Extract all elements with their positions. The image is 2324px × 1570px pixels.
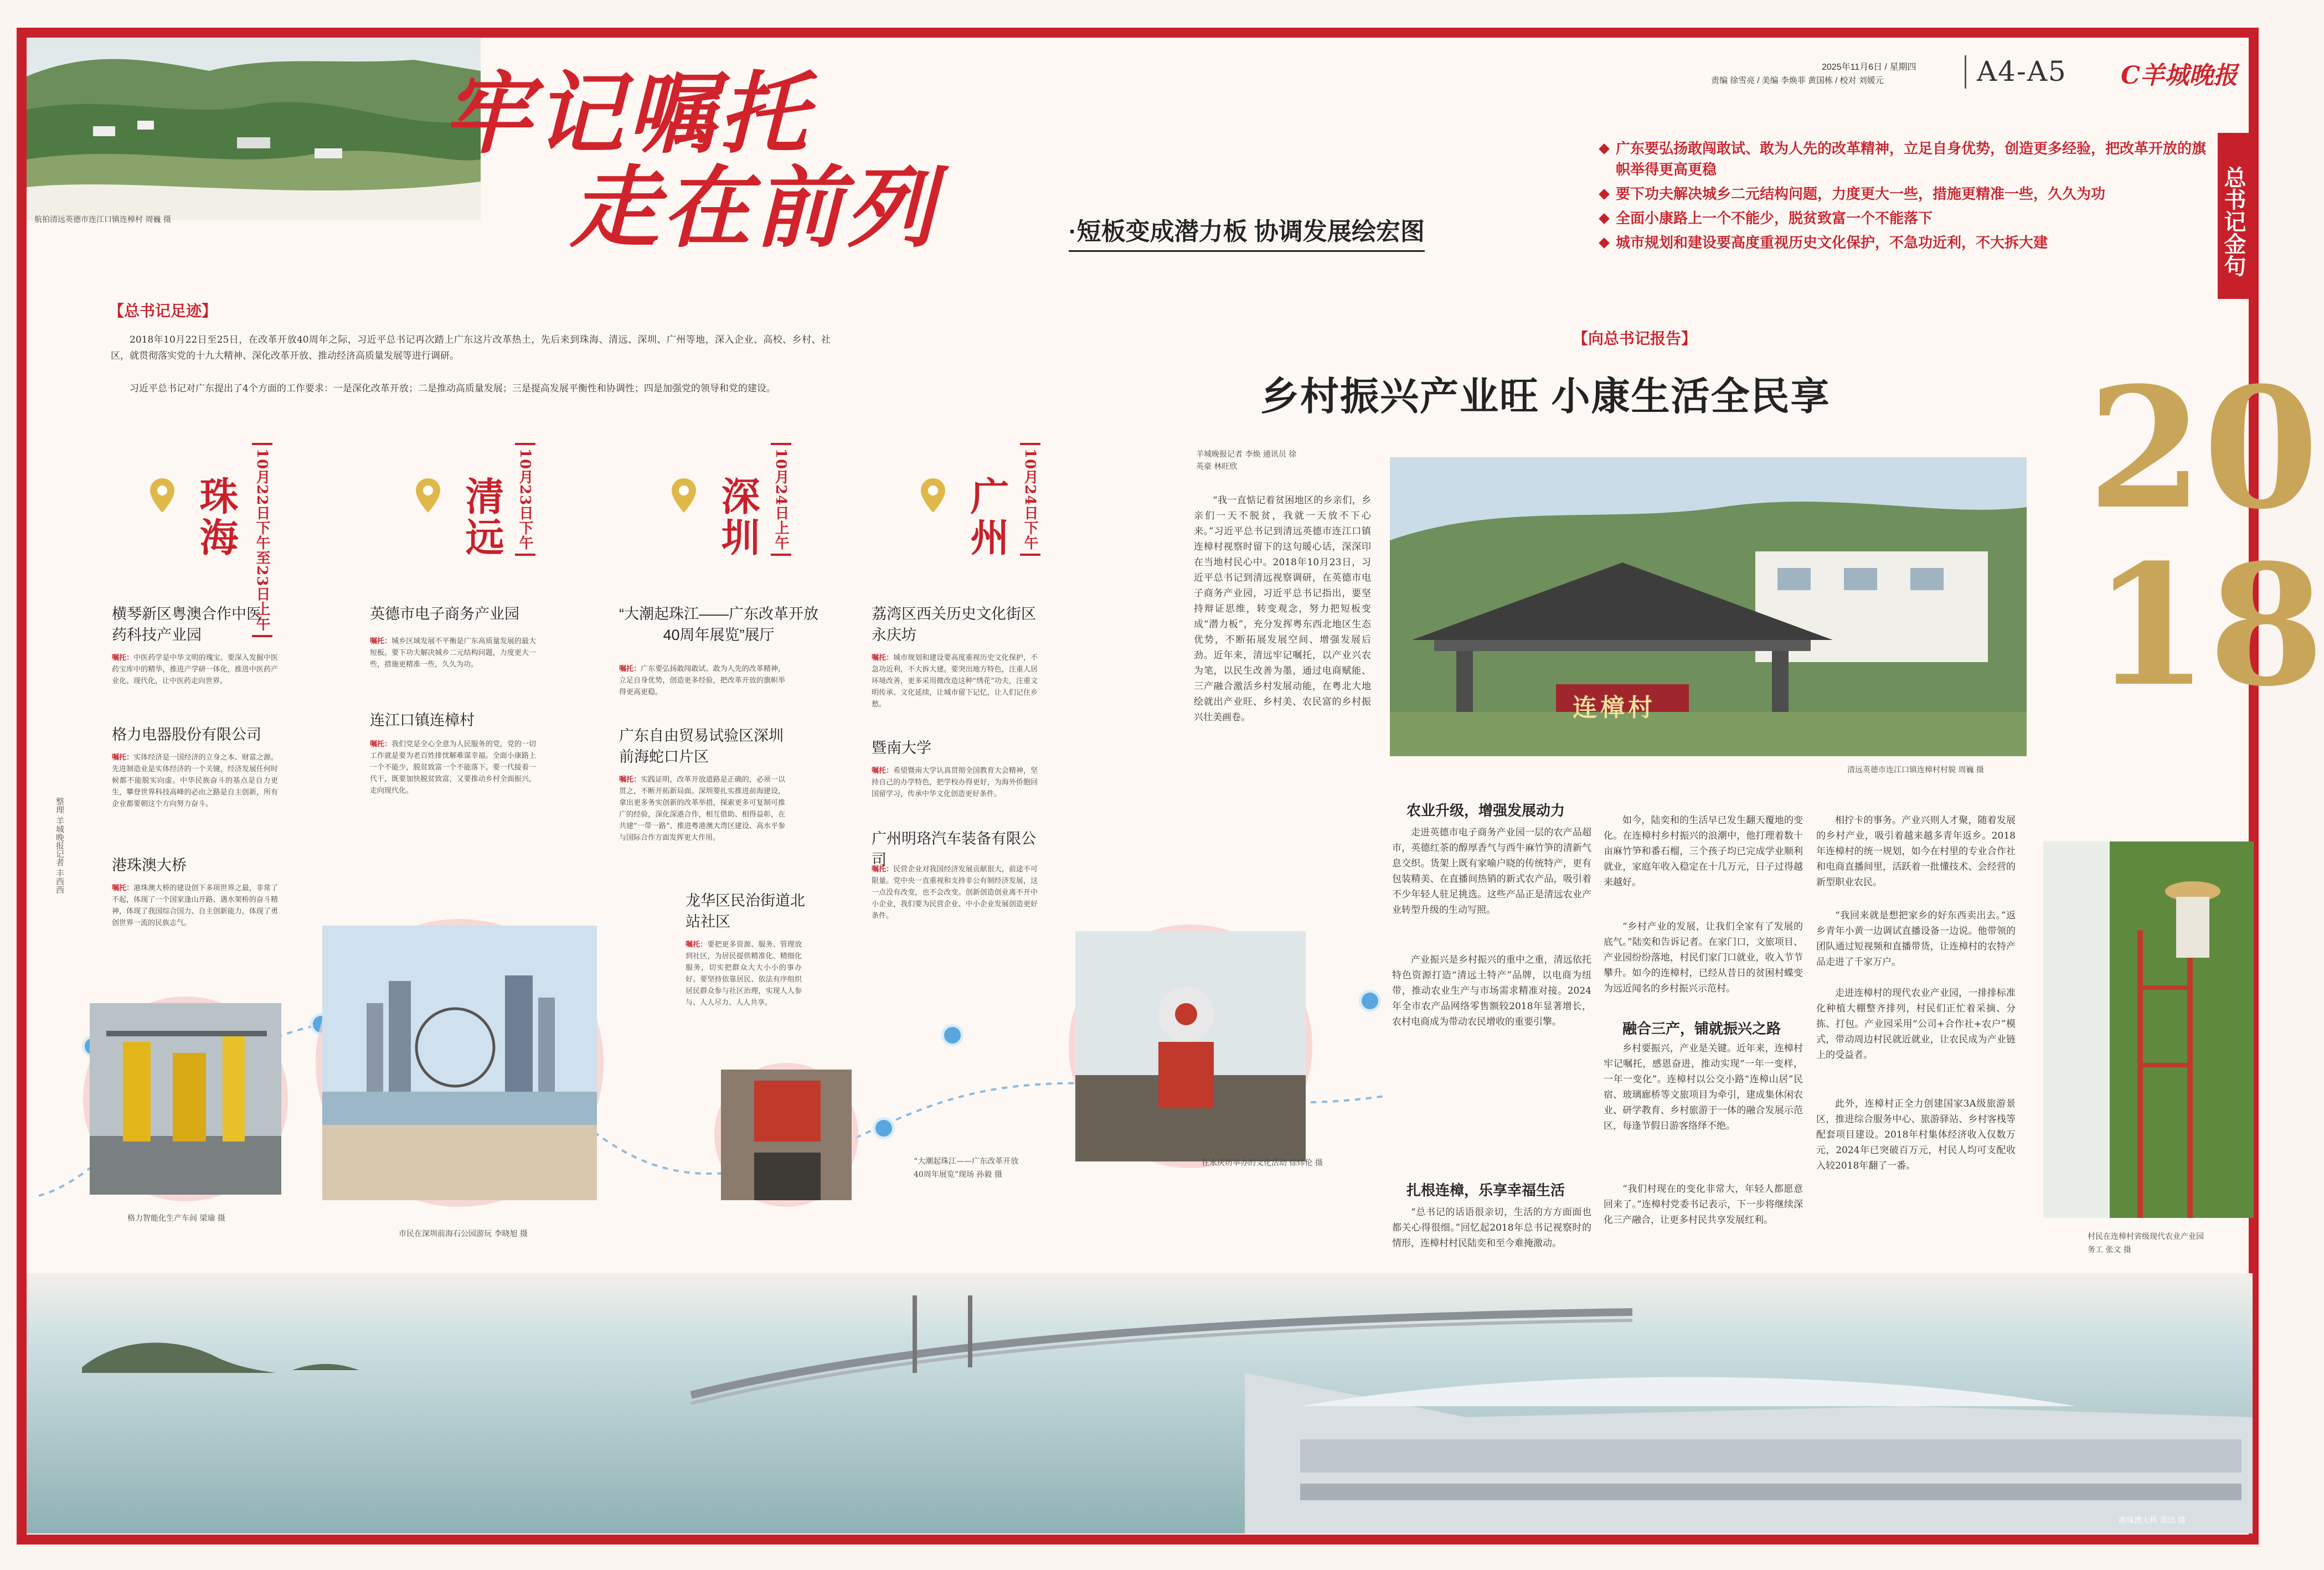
year-bottom: 18 — [2093, 528, 2324, 723]
spot-text — [619, 774, 785, 844]
instruction-text: 城乡区域发展不平衡是广东高质量发展的最大短板。要下功夫解决城乡二元结构问题，力度更大一些，措施更精准一些，久久为功。 — [370, 637, 536, 669]
bridge-panorama — [27, 1273, 2253, 1533]
spot-title: 暨南大学 — [872, 740, 931, 756]
instruction-label: 嘱托： — [872, 767, 894, 775]
spot-title: 广东自由贸易试验区深圳前海蛇口片区 — [619, 727, 784, 765]
instruction-text: 中医药学是中华文明的瑰宝。要深入发掘中医药宝库中的精华，推进产学研一体化，推进中医药产业化、现代化，让中医药走向世界。 — [112, 654, 278, 685]
diamond-icon — [1599, 213, 1610, 224]
report-column: “总书记的话语很亲切，生活的方方面面也都关心得很细。”回忆起2018年总书记视察时的情形，连樟村村民陆奕和至今难掩激动。 — [1392, 1207, 1591, 1249]
spot-title: 英德市电子商务产业园 — [370, 606, 519, 622]
main-title — [443, 61, 1052, 260]
report-column: 乡村要振兴，产业是关键。近年来，连樟村牢记嘱托，感恩奋进，推动实现“一年一变样，一年一变化”。连樟村以公交小路“连樟山居”民宿、玻璃廊桥等文旅项目为牵引，建成集休闲农业、研学教育、乡村旅游于一体的融合发展示范区，每逢节假日游客络绎不绝。 — [1604, 1043, 1803, 1132]
spot-text — [112, 652, 278, 687]
page-numbers: A4-A5 — [1977, 55, 2067, 87]
footprints-intro-2: 习近平总书记对广东提出了4个方面的工作要求：一是深化改革开放；二是推动高质量发展；三是提高发展平衡性和协调性；四是加强党的领导和党的建设。 — [130, 383, 776, 394]
spot-text — [872, 765, 1038, 800]
instruction-text: 要把更多资源、服务、管理放到社区，为居民提供精准化、精细化服务，切实把群众大大小小的事办好。要坚持依靠居民、依法有序组织居民群众参与社区治理，实现人人参与、人人尽力、人人共享。 — [686, 941, 802, 1007]
section-heading: 融合三产，铺就振兴之路 — [1622, 1020, 1781, 1037]
beach-photo-caption: 市民在深圳前海石公园游玩 李晓旭 摄 — [399, 1230, 528, 1238]
instruction-label: 嘱托： — [619, 665, 641, 673]
report-byline: 羊城晚报记者 李焕 通讯员 徐英豪 林旺欣 — [1196, 450, 1297, 471]
factory-photo-caption: 格力智能化生产车间 梁瑜 摄 — [127, 1214, 225, 1223]
diamond-icon — [1599, 237, 1610, 249]
report-column: “我们村现在的变化非常大，年轻人都愿意回来了。”连樟村党委书记表示，下一步将继续深化三产融合，让更多村民共享发展红利。 — [1604, 1184, 1803, 1226]
instruction-label: 嘱托： — [112, 884, 134, 892]
instruction-label: 嘱托： — [872, 654, 894, 662]
quote-text: 广东要弘扬敢闯敢试、敢为人先的改革精神，立足自身优势，创造更多经验，把改革开放的旗帜举得更高更稳 — [1616, 141, 2207, 178]
quote-text: 要下功夫解决城乡二元结构问题，力度更大一些，措施更精准一些，久久为功 — [1616, 186, 2106, 203]
instruction-label: 嘱托： — [112, 753, 134, 762]
report-column: “我回来就是想把家乡的好东西卖出去。”返乡青年小黄一边调试直播设备一边说。他带领的团队通过短视频和直播带货，让连樟村的农特产品走进了千家万户。 — [1816, 910, 2016, 968]
top-photo-caption: 航拍清远英德市连江口镇连樟村 周巍 摄 — [34, 215, 171, 224]
quote-item — [1600, 233, 2209, 254]
instruction-text: 广东要弘扬敢闯敢试、敢为人先的改革精神，立足自身优势，创造更多经验，把改革开放的旗帜举得更高更稳。 — [619, 665, 785, 696]
location-pin-icon — [414, 477, 442, 514]
instruction-label: 嘱托： — [370, 637, 392, 645]
village-photo-caption: 清远英德市连江口镇连樟村村貌 周巍 摄 — [1847, 766, 1984, 774]
instruction-text: 实践证明，改革开放道路是正确的，必须一以贯之，不断开拓新局面。深圳要扎实推进前海建设，拿出更多务实创新的改革举措，探索更多可复制可推广的经验，深化深港合作，相互借助、相得益彰，在共建“一带一路”、推进粤港澳大湾区建设、高水平参与国际合作方面发挥更大作用。 — [619, 776, 785, 842]
location-pin-icon — [919, 477, 947, 514]
report-column: 走进英德市电子商务产业园一层的农产品超市，英德红茶的醇厚香气与西牛麻竹笋的清新气息交织。货架上既有家喻户晓的传统特产，更有包装精美、在直播间热销的新式农产品，吸引着不少年轻人驻足挑选。这些产品正是清远农业产业转型升级的生动写照。 — [1392, 827, 1591, 916]
museum-photo — [714, 1063, 858, 1207]
instruction-text: 民营企业对我国经济发展贡献很大，前途不可限量。党中央一直重视和支持非公有制经济发展，这一点没有改变，也不会改变。创新创造创业离不开中小企业，我们要为民营企业、中小企业发展创造更好条件。 — [872, 865, 1038, 920]
location-date-guangzhou: 10月24日下午 — [1020, 443, 1040, 556]
instruction-label: 嘱托： — [872, 865, 894, 874]
footprints-label: 【总书记足迹】 — [109, 302, 218, 320]
spot-text — [370, 738, 536, 797]
header-divider — [1965, 55, 1966, 89]
location-date-zhuhai: 10月22日下午至23日上午 — [252, 443, 272, 637]
spot-title: 港珠澳大桥 — [112, 857, 187, 874]
worker-photo — [2043, 841, 2254, 1218]
spot-text — [370, 636, 536, 670]
route-dot — [873, 1117, 895, 1139]
report-column: 此外，连樟村正全力创建国家3A级旅游景区，推进综合服务中心、旅游驿站、乡村客栈等配套项目建设。2018年村集体经济收入仅数万元，2024年已突破百万元，村民人均可支配收入较2018年翻了一番。 — [1816, 1098, 2016, 1171]
location-name-guangzhou: 广州 — [964, 476, 1010, 558]
paper-logo — [2121, 55, 2238, 91]
quote-item — [1600, 138, 2209, 180]
route-dot — [941, 1024, 963, 1046]
top-landscape-photo — [27, 38, 481, 220]
quote-text: 城市规划和建设要高度重视历史文化保护，不急功近利，不大拆大建 — [1616, 235, 2048, 251]
location-date-qingyuan: 10月23日下午 — [515, 443, 535, 556]
spot-title: 荔湾区西关历史文化街区永庆坊 — [872, 606, 1036, 643]
footprints-side-credit: 整理 羊城晚报记者 丰西西 — [55, 797, 65, 894]
instruction-label: 嘱托： — [619, 776, 641, 784]
spot-title: 广州明珞汽车装备有限公司 — [872, 830, 1036, 868]
spot-title: “大潮起珠江——广东改革开放40周年展览”展厅 — [619, 606, 818, 643]
title-line-2: 走在前列 — [570, 156, 939, 260]
location-pin-icon — [148, 477, 176, 514]
diamond-icon — [1599, 143, 1610, 154]
report-column: 产业振兴是乡村振兴的重中之重，清远依托特色资源打造“清远土特产”品牌，以电商为纽带，推动农业生产与市场需求精准对接。2024年全市农产品网络零售额较2018年显著增长，农村电商成为带动农民增收的重要引擎。 — [1392, 954, 1591, 1027]
paper-logo-name: 羊城晚报 — [2140, 61, 2238, 90]
quotes-side-label: 总书记金句 — [2218, 133, 2249, 299]
quote-item — [1600, 184, 2209, 205]
instruction-text: 实体经济是一国经济的立身之本、财富之源。先进制造业是实体经济的一个关键，经济发展任何时候都不能脱实向虚。中华民族奋斗的基点是自力更生，攀登世界科技高峰的必由之路是自主创新，所有企业都要朝这个方向努力奋斗。 — [112, 753, 278, 808]
route-dot — [1359, 990, 1381, 1012]
footprints-intro-1: 2018年10月22日至25日，在改革开放40周年之际，习近平总书记再次踏上广东这片改革热土，先后来到珠海、清远、深圳、广州等地，深入企业、高校、乡村、社区，就贯彻落实党的十九大精神、深化改革开放、推动经济高质量发展等进行调研。 — [111, 334, 831, 361]
location-pin-icon — [670, 477, 698, 514]
quote-item — [1600, 208, 2209, 229]
location-name-qingyuan: 清远 — [459, 476, 505, 558]
subtitle: ·短板变成潜力板 协调发展绘宏图 — [1069, 211, 1425, 252]
spot-title: 龙华区民治街道北站社区 — [686, 892, 805, 930]
title-line-1: 牢记嘱托 — [443, 61, 811, 166]
village-sign: 连樟村 — [1573, 694, 1656, 722]
spot-title: 连江口镇连樟村 — [370, 712, 475, 729]
year-top: 20 — [2088, 350, 2319, 546]
museum-photo-caption: “大潮起珠江——广东改革开放40周年展览”现场 孙毅 摄 — [914, 1157, 1019, 1179]
quotes-list — [1600, 138, 2209, 257]
diamond-icon — [1599, 189, 1610, 200]
spot-title: 格力电器股份有限公司 — [112, 726, 261, 743]
beach-photo — [316, 919, 604, 1207]
lion-dance-photo-caption: 在永庆坊举办的文化活动 徐炜伦 摄 — [1202, 1159, 1323, 1168]
quote-text: 全面小康路上一个不能少，脱贫致富一个不能落下 — [1616, 210, 1933, 227]
section-heading: 扎根连樟，乐享幸福生活 — [1406, 1182, 1565, 1199]
instruction-label: 嘱托： — [686, 941, 708, 949]
instruction-text: 我们党是全心全意为人民服务的党，党的一切工作就是要为老百姓排忧解难谋幸福。全面小康路上一个不能少，脱贫致富一个不能落下。要一代接着一代干，既要加快脱贫致富，又要推动乡村全面振兴，走向现代化。 — [370, 740, 536, 795]
location-name-shenzhen: 深圳 — [715, 476, 761, 558]
section-heading: 农业升级，增强发展动力 — [1406, 802, 1565, 819]
header-editors: 责编 徐雪亮 / 美编 李焕菲 黄国栋 / 校对 刘媛元 — [1711, 76, 1884, 85]
paper-logo-mark: C — [2121, 61, 2141, 90]
header-date: 2025年11月6日 / 星期四 — [1822, 63, 1916, 72]
spot-title: 横琴新区粤澳合作中医药科技产业园 — [112, 606, 261, 643]
report-column: 如今，陆奕和的生活早已发生翻天覆地的变化。在连樟村乡村振兴的浪潮中，他打理着数十亩麻竹笋和番石榴，三个孩子均已完成学业顺利就业，家庭年收入稳定在十几万元，日子过得越来越好。 — [1604, 815, 1803, 888]
instruction-label: 嘱托： — [370, 740, 392, 748]
bridge-photo-caption: 港珠澳大桥 郑迅 摄 — [2119, 1516, 2186, 1525]
worker-photo-caption: 村民在连樟村省级现代农业产业园务工 张文 摄 — [2088, 1232, 2204, 1254]
factory-photo — [83, 996, 288, 1201]
report-lead: “我一直惦记着贫困地区的乡亲们，乡亲们一天不脱贫，我就一天放不下心来。”习近平总书记到清远英德市连江口镇连樟村视察时留下的这句暖心话，深深印在当地村民心中。2018年10月23日，习近平总书记到清远视察调研，在英德市电子商务产业园，习近平总书记指出，要坚持辩证思维，转变观念，努力把短板变成“潜力板”，充分发挥粤东西北地区生态优势，不断拓展发展空间、增强发展后劲。近年来，清远牢记嘱托，以产业兴农为笔，以民生改善为墨，通过电商赋能、三产融合激活乡村发展动能，在粤北大地绘就出产业旺、乡村美、农民富的乡村振兴壮美画卷。 — [1194, 495, 1371, 723]
report-column: 相拧卡的事务。产业兴则人才聚，随着发展的乡村产业，吸引着越来越多青年返乡。2018年连樟村的统一规划，如今在村里的专业合作社和电商直播间里，活跃着一批懂技术、会经营的新型职业农民。 — [1816, 815, 2016, 888]
spot-text — [112, 752, 278, 810]
instruction-text: 城市规划和建设要高度重视历史文化保护，不急功近利，不大拆大建。要突出地方特色，注重人居环境改善，更多采用微改造这种“绣花”功夫，注重文明传承、文化延续，让城市留下记忆，让人们记住乡愁。 — [872, 654, 1038, 709]
spot-text — [619, 663, 785, 698]
lion-dance-photo — [1069, 925, 1312, 1168]
instruction-text: 港珠澳大桥的建设创下多项世界之最，非常了不起，体现了一个国家逢山开路、遇水架桥的奋斗精神，体现了我国综合国力、自主创新能力，体现了勇创世界一流的民族志气。 — [112, 884, 278, 927]
report-column: “乡村产业的发展，让我们全家有了发展的底气。”陆奕和告诉记者。在家门口，文旅项目、产业园纷纷落地，村民们家门口就业，收入节节攀升。如今的连樟村，已经从昔日的贫困村蝶变为远近闻名的乡村振兴示范村。 — [1604, 921, 1803, 994]
location-name-zhuhai: 珠海 — [193, 476, 239, 558]
instruction-text: 希望暨南大学认真贯彻全国教育大会精神，坚持自己的办学特色，把学校办得更好，为海外侨胞回国留学习，传承中华文化创造更好条件。 — [872, 767, 1038, 798]
spot-text — [872, 652, 1038, 710]
village-photo — [1390, 457, 2027, 756]
report-label: 【向总书记报告】 — [1573, 329, 1697, 348]
report-column: 走进连樟村的现代农业产业园，一排排标准化种植大棚整齐排列，村民们正忙着采摘、分拣、打包。产业园采用“公司+合作社+农户”模式，带动周边村民就近就业，让农民成为产业链上的受益者。 — [1816, 988, 2016, 1061]
instruction-label: 嘱托： — [112, 654, 134, 662]
report-headline: 乡村振兴产业旺 小康生活全民享 — [1260, 375, 1831, 418]
location-date-shenzhen: 10月24日上午 — [771, 443, 791, 556]
